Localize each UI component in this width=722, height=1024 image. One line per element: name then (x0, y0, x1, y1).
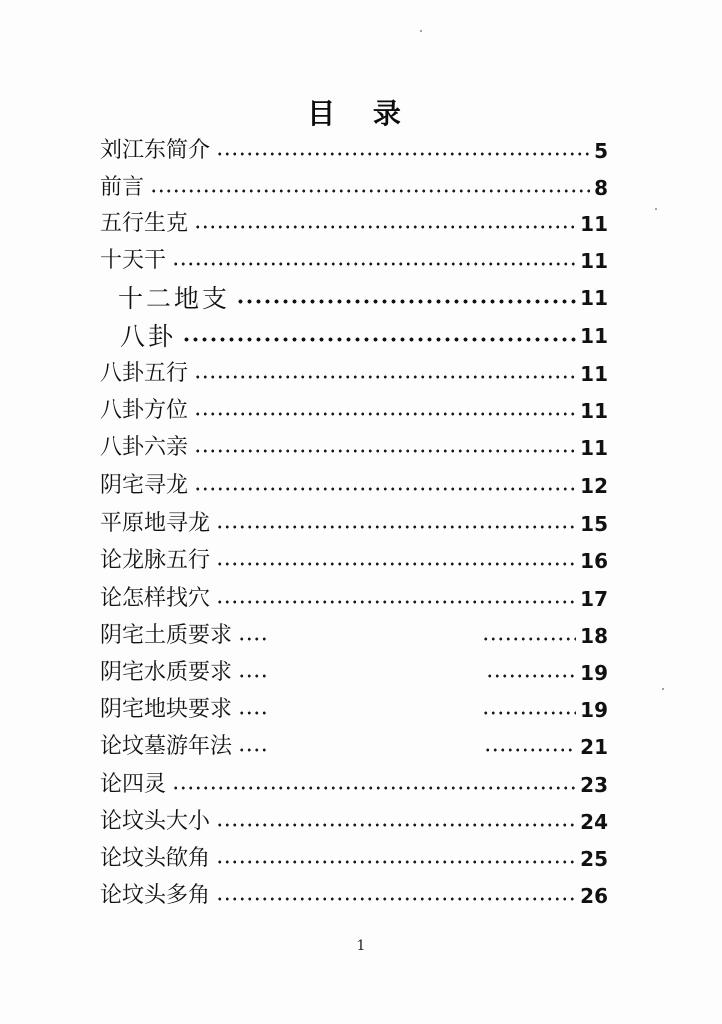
dot-leader (216, 525, 576, 529)
scan-speck (655, 208, 657, 210)
dot-leader (194, 449, 576, 453)
toc-entry-page: 18 (580, 624, 608, 648)
dot-leader (194, 375, 576, 379)
toc-entry-label: 阴宅地块要求 (100, 697, 233, 722)
toc-entry (100, 843, 608, 875)
dot-leader (216, 897, 576, 901)
toc-entry-label: 十天干 (100, 248, 167, 273)
page-number: 1 (356, 938, 366, 954)
dot-leader (484, 748, 576, 752)
toc-entry (100, 172, 608, 204)
toc-entry-page: 11 (580, 249, 608, 273)
toc-entry-page: 12 (580, 474, 608, 498)
toc-entry-label: 论怎样找穴 (100, 586, 211, 611)
toc-entry (100, 135, 608, 167)
page-title: 目 录 (307, 97, 415, 130)
toc-entry-label: 论坟头欿角 (100, 846, 211, 871)
toc-entry (100, 731, 608, 763)
toc-entry-page: 5 (594, 139, 608, 163)
toc-entry (100, 657, 608, 689)
toc-entry-page: 11 (580, 399, 608, 423)
toc-entry-label: 八卦六亲 (100, 435, 189, 460)
toc-entry-label: 论坟头多角 (100, 883, 211, 908)
toc-entry (100, 208, 608, 240)
toc-entry-page: 25 (580, 847, 608, 871)
toc-entry-label: 八卦五行 (100, 361, 189, 386)
toc-entry-page: 19 (580, 698, 608, 722)
toc-entry (100, 432, 608, 464)
toc-entry-page: 24 (580, 810, 608, 834)
toc-entry-label: 八卦 (120, 321, 177, 351)
toc-entry-page: 8 (594, 176, 608, 200)
toc-entry (100, 769, 608, 801)
toc-entry-label: 阴宅寻龙 (100, 473, 189, 498)
toc-entry (100, 880, 608, 912)
toc-entry-label: 八卦方位 (100, 398, 189, 423)
dot-leader (172, 262, 576, 266)
toc-entry-page: 11 (580, 362, 608, 386)
toc-entry-label: 平原地寻龙 (100, 511, 211, 536)
scan-speck (420, 30, 422, 32)
toc-entry-label: 论坟头大小 (100, 809, 211, 834)
toc-entry-page: 11 (580, 212, 608, 236)
toc-entry (100, 583, 608, 615)
dot-leader (482, 637, 576, 641)
toc-entry-page: 19 (580, 661, 608, 685)
dot-leader (150, 189, 590, 193)
dot-leader (216, 860, 576, 864)
dot-leader (238, 637, 266, 641)
dot-leader (194, 487, 576, 491)
dot-leader (194, 225, 576, 229)
toc-entry (100, 508, 608, 540)
dot-leader (216, 600, 576, 604)
scan-speck (662, 688, 664, 690)
toc-entry-label: 前言 (100, 175, 145, 200)
toc-entry (100, 620, 608, 652)
toc-entry-label: 十二地支 (118, 283, 231, 313)
toc-entry-page: 11 (580, 286, 608, 310)
toc-entry (100, 470, 608, 502)
toc-entry-page: 21 (580, 735, 608, 759)
toc-entry (100, 694, 608, 726)
dot-leader (238, 711, 266, 715)
dot-leader (238, 674, 266, 678)
toc-entry-label: 刘江东简介 (100, 138, 211, 163)
toc-entry (100, 545, 608, 577)
toc-entry-page: 16 (580, 549, 608, 573)
toc-entry-page: 11 (580, 436, 608, 460)
dot-leader (216, 823, 576, 827)
dot-leader (238, 748, 266, 752)
dot-leader (236, 299, 576, 304)
toc-entry-label: 阴宅土质要求 (100, 623, 233, 648)
toc-entry-label: 阴宅水质要求 (100, 660, 233, 685)
dot-leader (482, 711, 576, 715)
dot-leader (216, 152, 590, 156)
toc-entry-page: 11 (580, 324, 608, 348)
toc-entry-label: 论四灵 (100, 772, 167, 797)
toc-entry (118, 282, 608, 314)
dot-leader (486, 674, 576, 678)
toc-entry (100, 358, 608, 390)
toc-entry-page: 17 (580, 587, 608, 611)
dot-leader (172, 786, 576, 790)
dot-leader (182, 337, 576, 342)
toc-entry (100, 395, 608, 427)
toc-entry-label: 五行生克 (100, 211, 189, 236)
toc-entry (100, 245, 608, 277)
toc-entry-label: 论龙脉五行 (100, 548, 211, 573)
toc-entry (100, 806, 608, 838)
toc-entry (120, 320, 608, 352)
toc-entry-page: 23 (580, 773, 608, 797)
toc-entry-page: 26 (580, 884, 608, 908)
toc-entry-label: 论坟墓游年法 (100, 734, 233, 759)
dot-leader (194, 412, 576, 416)
dot-leader (216, 562, 576, 566)
toc-entry-page: 15 (580, 512, 608, 536)
